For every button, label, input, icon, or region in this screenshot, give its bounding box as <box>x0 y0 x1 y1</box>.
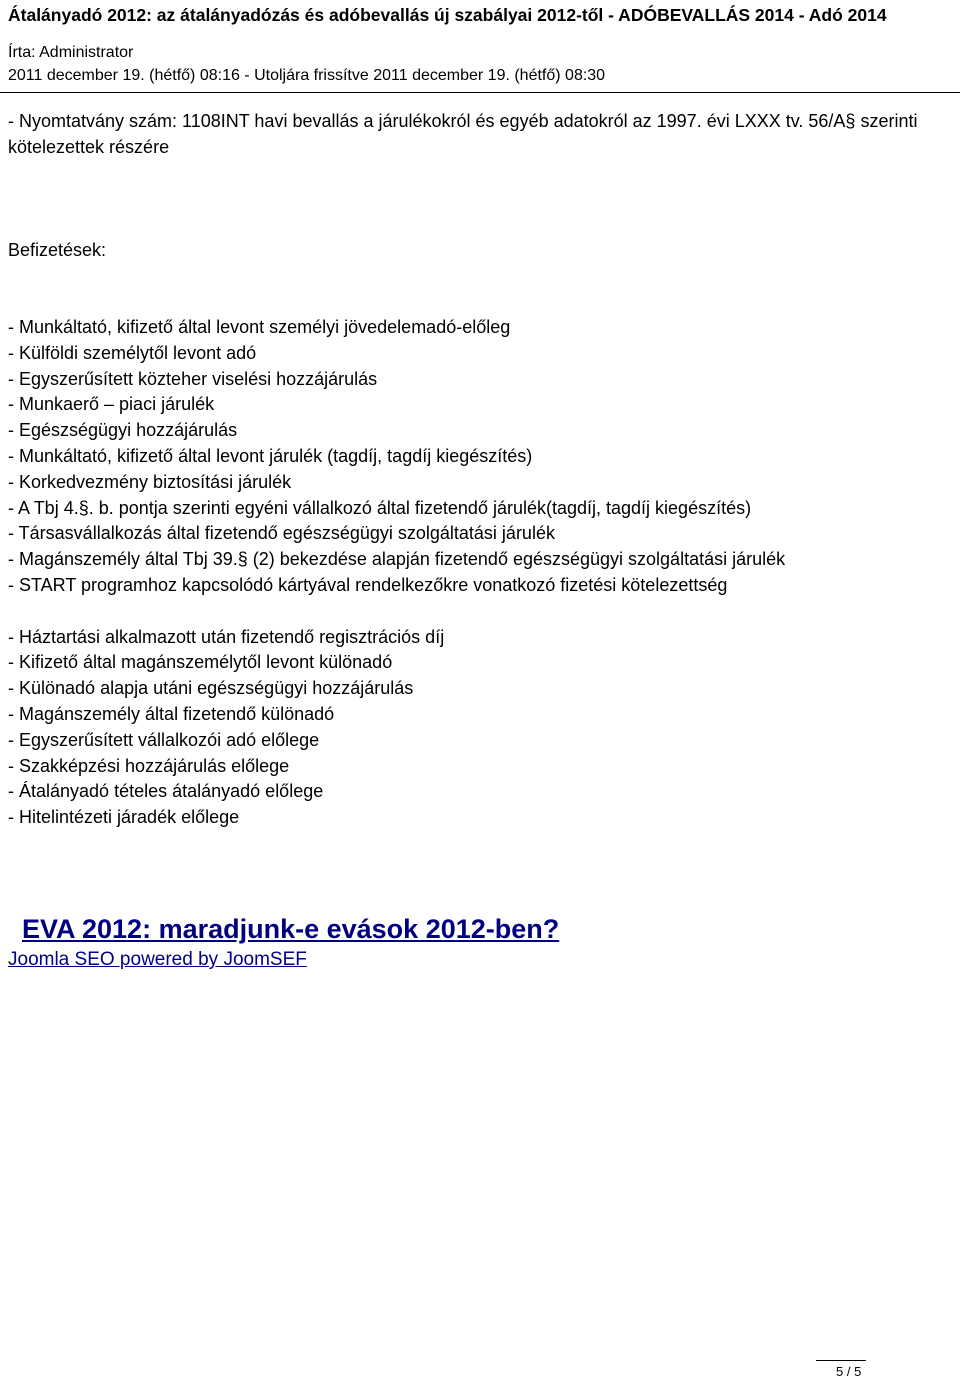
list-item: - Háztartási alkalmazott után fizetendő regisztrációs díj <box>8 626 445 647</box>
list-item: - Különadó alapja utáni egészségügyi hozzájárulás <box>8 678 414 699</box>
list-item: - Egészségügyi hozzájárulás <box>8 420 238 441</box>
list-item: - Hitelintézeti járadék előlege <box>8 807 240 828</box>
list-item: - Külföldi személytől levont adó <box>8 342 257 363</box>
list-item: - A Tbj 4.§. b. pontja szerinti egyéni vállalkozó által fizetendő járulék(tagdíj, tagdíj kiegészítés) <box>8 497 752 518</box>
list-item: - Átalányadó tételes átalányadó előlege <box>8 781 324 802</box>
list-item: - Egyszerűsített közteher viselési hozzájárulás <box>8 368 378 389</box>
list-item: - Magánszemély által fizetendő különadó <box>8 703 335 724</box>
list-item: - Kifizető által magánszemélytől levont különadó <box>8 652 393 673</box>
page-number: 5 / 5 <box>836 1364 862 1379</box>
page-number-divider <box>816 1360 866 1361</box>
footer-links <box>8 912 559 972</box>
list-item: - Magánszemély által Tbj 39.§ (2) bekezdése alapján fizetendő egészségügyi szolgáltatási járulék <box>8 549 786 570</box>
spacer <box>8 599 952 625</box>
list-item: - Egyszerűsített vállalkozói adó előlege <box>8 729 320 750</box>
article-body <box>8 109 952 831</box>
document-title: Átalányadó 2012: az átalányadózás és adóbevallás új szabályai 2012-től - ADÓBEVALLÁS 2014 - Adó 2014 <box>8 5 887 25</box>
list-item: - Korkedvezmény biztosítási járulék <box>8 471 292 492</box>
spacer <box>8 161 952 238</box>
payments-heading: Befizetések: <box>8 239 107 260</box>
related-article-link[interactable]: EVA 2012: maradjunk-e evások 2012-ben? <box>22 914 560 944</box>
joomsef-link[interactable]: Joomla SEO powered by JoomSEF <box>8 949 307 970</box>
header-divider <box>0 92 960 93</box>
spacer <box>8 263 952 315</box>
list-item: - Szakképzési hozzájárulás előlege <box>8 755 290 776</box>
list-item: - START programhoz kapcsolódó kártyával rendelkezőkre vonatkozó fizetési kötelezettség <box>8 574 728 595</box>
list-item: - Munkaerő – piaci járulék <box>8 394 215 415</box>
form-number-item: - Nyomtatvány szám: 1108INT havi bevallás a járulékokról és egyéb adatokról az 1997. évi LXXX tv. 56/A§ szerinti kötelezettek részére <box>8 111 918 157</box>
list-item: - Munkáltató, kifizető által levont járulék (tagdíj, tagdíj kiegészítés) <box>8 445 533 466</box>
author-line: Írta: Administrator <box>8 44 134 61</box>
date-line: 2011 december 19. (hétfő) 08:16 - Utoljára frissítve 2011 december 19. (hétfő) 08:30 <box>8 67 606 84</box>
list-item: - Társasvállalkozás által fizetendő egészségügyi szolgáltatási járulék <box>8 523 555 544</box>
list-item: - Munkáltató, kifizető által levont személyi jövedelemadó-előleg <box>8 316 511 337</box>
